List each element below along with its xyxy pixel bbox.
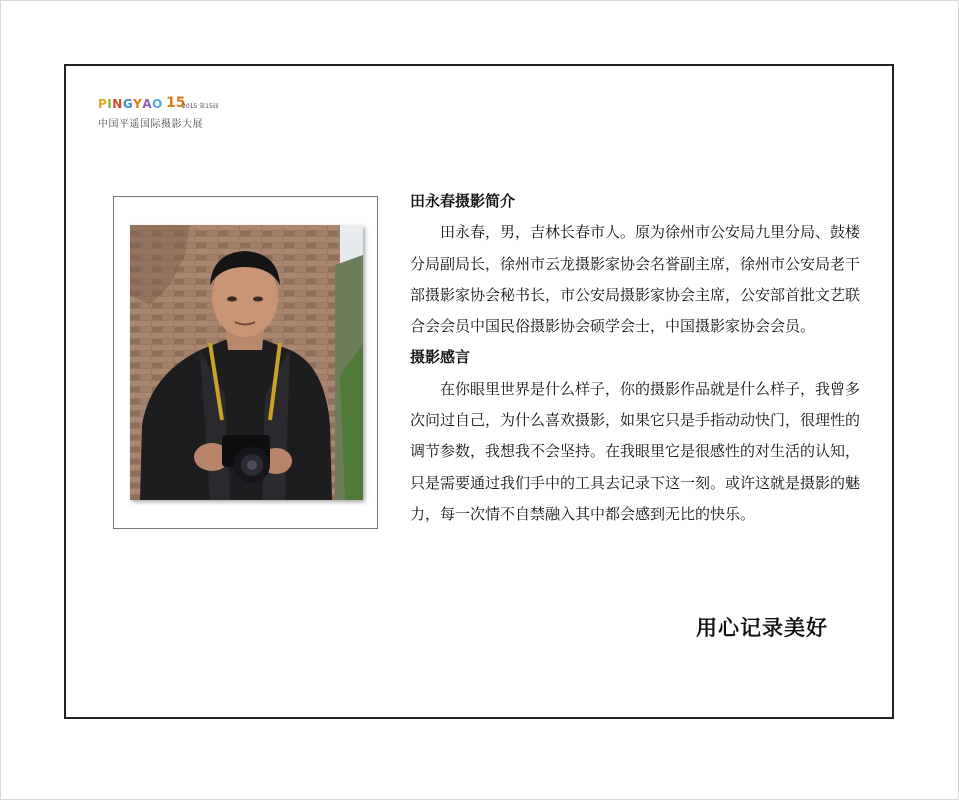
bio-paragraph: 田永春，男，吉林长春市人。原为徐州市公安局九里分局、鼓楼分局副局长，徐州市云龙摄影家协会名誉副主席，徐州市公安局老干部摄影家协会秘书长，市公安局摄影家协会主席，公安部首批文艺联合会会员中国民俗摄影协会硕学会士，中国摄影家协会会员。	[410, 223, 861, 336]
logo-letter: A	[142, 97, 153, 111]
logo-number: 15	[166, 95, 186, 111]
logo-letter: Y	[133, 97, 143, 111]
logo-wordmark	[98, 97, 163, 111]
biography-text	[410, 186, 860, 530]
logo-letter: O	[152, 97, 163, 111]
logo-letter: G	[122, 97, 134, 111]
motto: 用心记录美好	[696, 615, 828, 640]
bio-heading: 田永春摄影简介	[410, 192, 516, 210]
photographer-portrait	[130, 225, 363, 500]
logo-letter: I	[107, 97, 113, 111]
exhibition-logo	[98, 97, 228, 129]
portrait-image	[130, 225, 363, 500]
logo-letter: N	[112, 97, 123, 111]
statement-heading: 摄影感言	[410, 348, 471, 367]
logo-edition: 2015 第15届	[182, 103, 219, 110]
logo-letter: P	[98, 97, 108, 111]
logo-exhibition-name: 中国平遥国际摄影大展	[98, 119, 203, 130]
statement-paragraph: 在你眼里世界是什么样子，你的摄影作品就是什么样子，我曾多次问过自己，为什么喜欢摄影，如果它只是手指动动快门，很理性的调节参数，我想我不会坚持。在我眼里它是很感性的对生活的认知，只是需要通过我们手中的工具去记录下这一刻。或许这就是摄影的魅力，每一次情不自禁融入其中都会感到无比的快乐。	[410, 379, 861, 523]
